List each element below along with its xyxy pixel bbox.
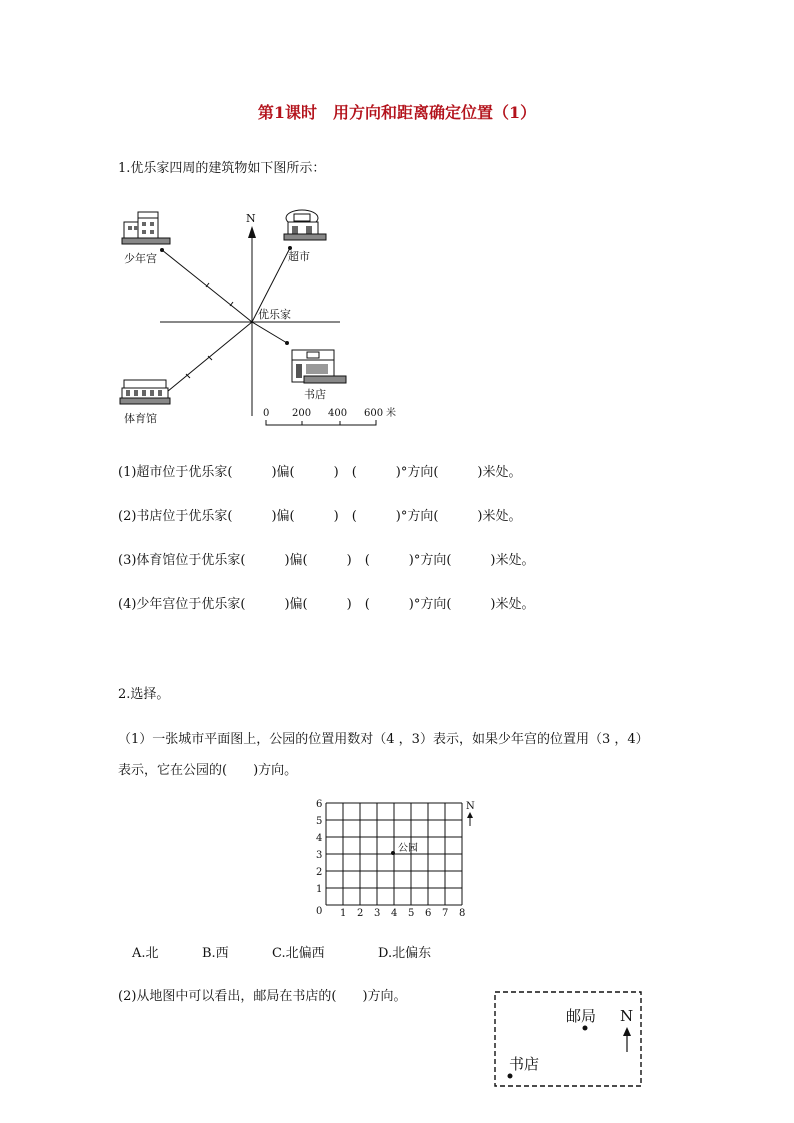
- grid-x-tick: 4: [391, 908, 398, 919]
- youth-palace-point: [160, 248, 164, 252]
- post-office-point: [583, 1026, 588, 1031]
- supermarket-label: 超市: [288, 250, 310, 263]
- grid-y-tick: 5: [316, 816, 323, 827]
- scale-bar: [266, 420, 376, 425]
- scale-tick-0: 0: [263, 408, 270, 419]
- q1-line-2: (2)书店位于优乐家( )偏( ) ( )°方向( )米处。: [118, 509, 522, 524]
- option-c: C.北偏西: [272, 946, 325, 961]
- grid-y-tick: 2: [316, 867, 323, 878]
- grid-x-tick: 8: [459, 908, 466, 919]
- post-office-label: 邮局: [566, 1007, 597, 1025]
- option-d: D.北偏东: [378, 946, 432, 961]
- grid-x-tick: 1: [340, 908, 347, 919]
- bookstore-building-icon: [292, 350, 346, 383]
- bookstore-label: 书店: [304, 388, 326, 401]
- youth-palace-building-icon: [122, 212, 170, 244]
- grid-x-tick: 2: [357, 908, 364, 919]
- q2-heading: 2.选择。: [118, 687, 170, 702]
- grid-north-label: N: [466, 801, 475, 812]
- grid-y-tick: 4: [316, 833, 323, 844]
- bookstore-point-2: [508, 1074, 513, 1079]
- ray-stadium: [162, 322, 252, 396]
- grid-y-tick: 1: [316, 884, 323, 895]
- option-b: B.西: [202, 946, 229, 961]
- q1-line-4: (4)少年宫位于优乐家( )偏( ) ( )°方向( )米处。: [118, 597, 535, 612]
- center-label: 优乐家: [258, 308, 291, 321]
- box-north-label: N: [620, 1007, 634, 1025]
- scale-tick-200: 200: [292, 408, 312, 419]
- scale-tick-600: 600: [364, 408, 384, 419]
- q1-line-3: (3)体育馆位于优乐家( )偏( ) ( )°方向( )米处。: [118, 553, 535, 568]
- scale-unit: 米: [386, 408, 396, 419]
- grid-x-tick: 5: [408, 908, 415, 919]
- page-title: 第1课时 用方向和距离确定位置（1）: [257, 103, 537, 122]
- q2-sub2: (2)从地图中可以看出，邮局在书店的( )方向。: [118, 989, 407, 1004]
- north-arrow-icon: [248, 226, 256, 238]
- scale-tick-400: 400: [328, 408, 348, 419]
- ray-bookstore: [252, 322, 287, 343]
- north-label: N: [246, 212, 256, 225]
- stadium-label: 体育馆: [124, 412, 157, 425]
- park-label: 公园: [398, 843, 418, 854]
- supermarket-building-icon: [284, 210, 326, 240]
- box-map: [495, 992, 641, 1086]
- bookstore-point: [285, 341, 289, 345]
- grid-north-arrow-icon: [467, 812, 473, 818]
- grid-x-tick: 0: [316, 906, 323, 917]
- coordinate-grid: [316, 799, 475, 919]
- q2-sub1-line1: （1）一张城市平面图上，公园的位置用数对（4 ，3）表示，如果少年宫的位置用（3 ，4）: [118, 732, 649, 747]
- q1-prompt: 1.优乐家四周的建筑物如下图所示：: [118, 161, 326, 176]
- q1-line-1: (1)超市位于优乐家( )偏( ) ( )°方向( )米处。: [118, 465, 522, 480]
- box-north-arrow-icon: [623, 1027, 631, 1036]
- grid-x-tick: 3: [374, 908, 381, 919]
- option-a: A.北: [132, 946, 159, 961]
- grid-x-tick: 7: [442, 908, 449, 919]
- grid-y-tick: 3: [316, 850, 323, 861]
- grid-y-tick: 6: [316, 799, 323, 810]
- bookstore-label-2: 书店: [509, 1055, 540, 1073]
- park-point: [391, 851, 395, 855]
- stadium-building-icon: [120, 380, 170, 404]
- youth-palace-label: 少年宫: [124, 252, 157, 265]
- grid-x-tick: 6: [425, 908, 432, 919]
- q2-sub1-line2: 表示，它在公园的( )方向。: [118, 763, 298, 778]
